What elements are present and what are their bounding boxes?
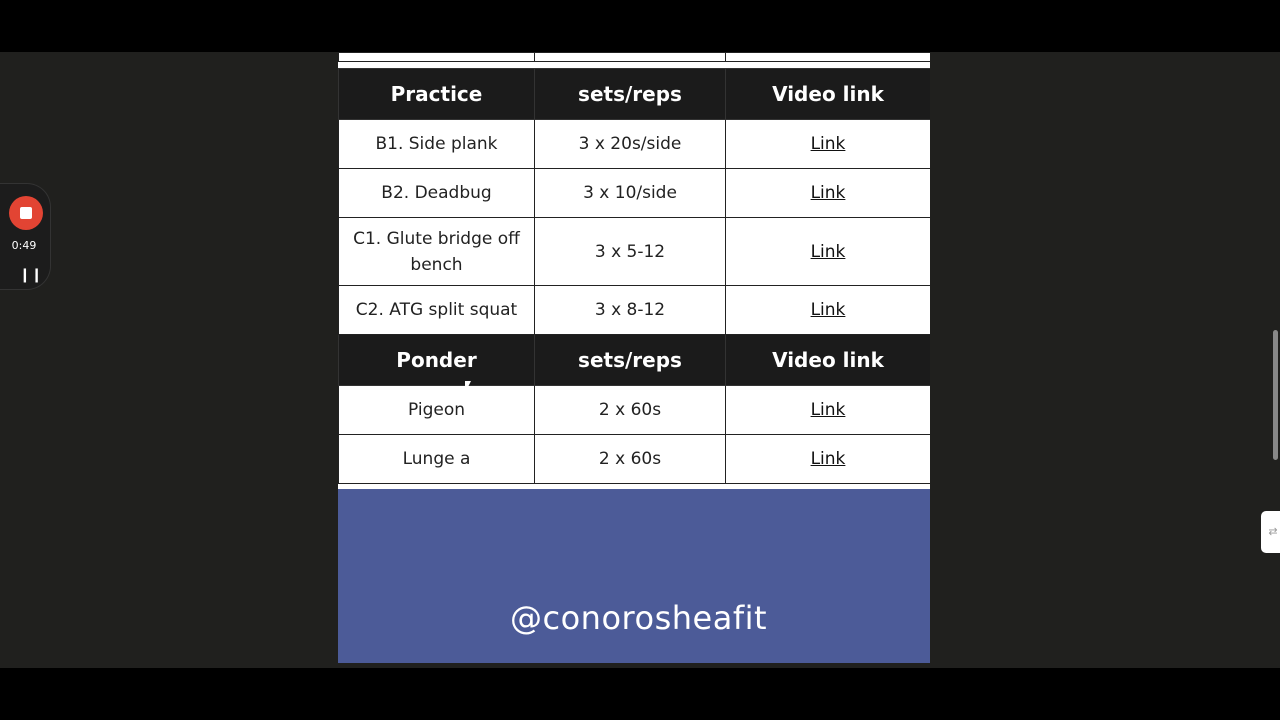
- header-sets: sets/reps: [535, 69, 726, 120]
- video-link[interactable]: Link: [810, 449, 846, 469]
- exercise-name: B2. Deadbug: [339, 169, 535, 218]
- recording-time: 0:49: [11, 239, 37, 252]
- table-row: [339, 435, 931, 484]
- document-page: [338, 52, 930, 663]
- header-row: [339, 335, 931, 386]
- header-sets: sets/reps: [535, 335, 726, 386]
- mouse-cursor-icon: [465, 381, 477, 393]
- header-practice: Practice: [339, 69, 535, 120]
- scrollbar[interactable]: [1273, 330, 1278, 460]
- header-ponder: Ponder: [339, 335, 535, 386]
- table-row: [339, 169, 931, 218]
- expand-icon: ⇄: [1268, 525, 1278, 538]
- sets-reps: 3 x 10/side: [535, 169, 726, 218]
- video-link[interactable]: Link: [810, 241, 846, 262]
- sets-reps: 3 x 20s/side: [535, 120, 726, 169]
- sets-reps: 2 x 60s: [535, 435, 726, 484]
- screen-recorder-widget: [0, 183, 51, 290]
- video-link[interactable]: Link: [810, 183, 846, 203]
- table-row: [339, 218, 931, 286]
- exercise-name: C2. ATG split squat: [339, 286, 535, 335]
- sets-reps: 3 x 8-12: [535, 286, 726, 335]
- social-handle: @conorosheafit: [510, 599, 768, 637]
- side-panel-tab[interactable]: [1261, 511, 1280, 553]
- table-row: [339, 386, 931, 435]
- stop-record-button[interactable]: [9, 196, 43, 230]
- practice-table: [338, 68, 930, 484]
- exercise-name: Pigeon: [339, 386, 535, 435]
- table-row: [339, 286, 931, 335]
- footer-banner: [338, 489, 930, 663]
- header-video: Video link: [726, 69, 931, 120]
- header-row: [339, 69, 931, 120]
- pause-icon[interactable]: ❙❙: [19, 267, 43, 283]
- exercise-name: C1. Glute bridge off bench: [339, 218, 535, 286]
- exercise-name: Lunge a: [339, 435, 535, 484]
- table-row: [339, 120, 931, 169]
- sets-reps: 2 x 60s: [535, 386, 726, 435]
- exercise-name: B1. Side plank: [339, 120, 535, 169]
- video-link[interactable]: Link: [810, 400, 846, 420]
- header-video: Video link: [726, 335, 931, 386]
- sets-reps: 3 x 5-12: [535, 218, 726, 286]
- video-link[interactable]: Link: [810, 300, 846, 320]
- video-link[interactable]: Link: [810, 134, 846, 154]
